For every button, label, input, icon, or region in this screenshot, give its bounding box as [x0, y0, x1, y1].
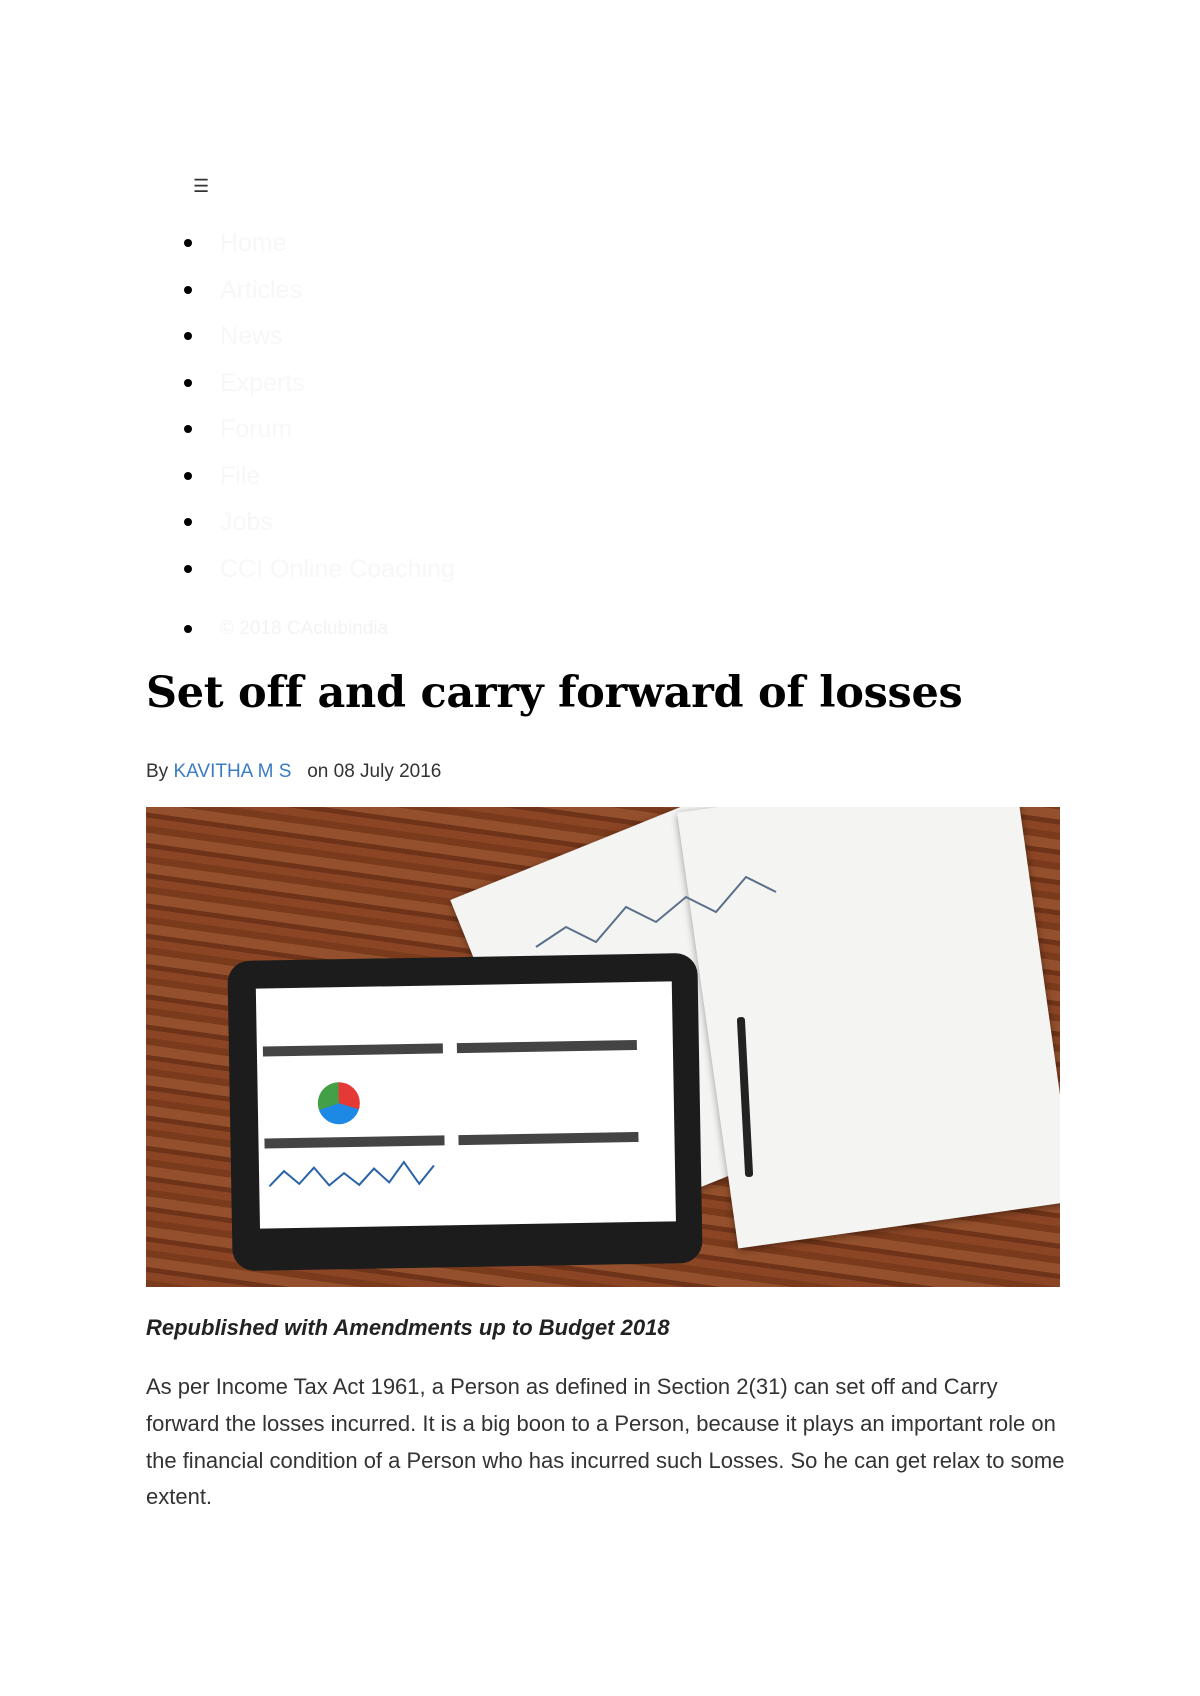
nav-link-file[interactable]: File: [220, 461, 261, 490]
nav-item-cci-online-coaching: [146, 552, 455, 599]
panel-header: [264, 1135, 444, 1148]
nav-link-articles[interactable]: Articles: [220, 275, 302, 304]
pie-chart: [317, 1082, 360, 1125]
by-label: By: [146, 761, 169, 782]
panel-header: [263, 1043, 443, 1056]
tablet: [227, 953, 702, 1271]
nav-link-forum[interactable]: Forum: [220, 415, 293, 443]
nav-item-news: [146, 319, 455, 366]
byline: [146, 761, 441, 783]
article-hero-image: [146, 807, 1060, 1287]
nav-item-jobs: [146, 505, 455, 552]
nav-item-file: [146, 459, 455, 506]
nav-item-forum: [146, 412, 455, 459]
nav-item-copyright: [146, 612, 455, 659]
nav-link-news[interactable]: News: [220, 322, 283, 350]
tablet-screen: [256, 981, 676, 1228]
nav-link-cci-online-coaching[interactable]: CCI Online Coaching: [220, 554, 455, 583]
nav-link-jobs[interactable]: Jobs: [220, 508, 273, 536]
paper-line-chart: [526, 847, 786, 967]
menu-toggle-icon[interactable]: ☰: [193, 176, 210, 196]
copyright-text: © 2018 CAclubindia: [220, 618, 389, 639]
nav-item-home: [146, 226, 455, 273]
screen-line-chart: [269, 1153, 440, 1196]
nav-item-experts: [146, 366, 455, 413]
panel-header: [458, 1132, 638, 1145]
publish-date: on 08 July 2016: [307, 761, 442, 782]
nav-link-experts[interactable]: Experts: [220, 368, 305, 397]
article-subheading: Republished with Amendments up to Budget 2018: [146, 1315, 670, 1340]
article-title: Set off and carry forward of losses: [146, 668, 963, 718]
nav-item-articles: [146, 273, 455, 320]
article-paragraph: As per Income Tax Act 1961, a Person as defined in Section 2(31) can set off and Carry forward the losses incurred. It is a big boon to a Person, because it plays an important role on the financial condition of a Person who has incurred such Losses. So he can get relax to some extent.: [146, 1374, 1065, 1510]
panel-header: [457, 1040, 637, 1053]
nav-menu: [146, 226, 455, 659]
nav-link-home[interactable]: Home: [220, 229, 287, 257]
author-link[interactable]: KAVITHA M S: [173, 761, 292, 782]
